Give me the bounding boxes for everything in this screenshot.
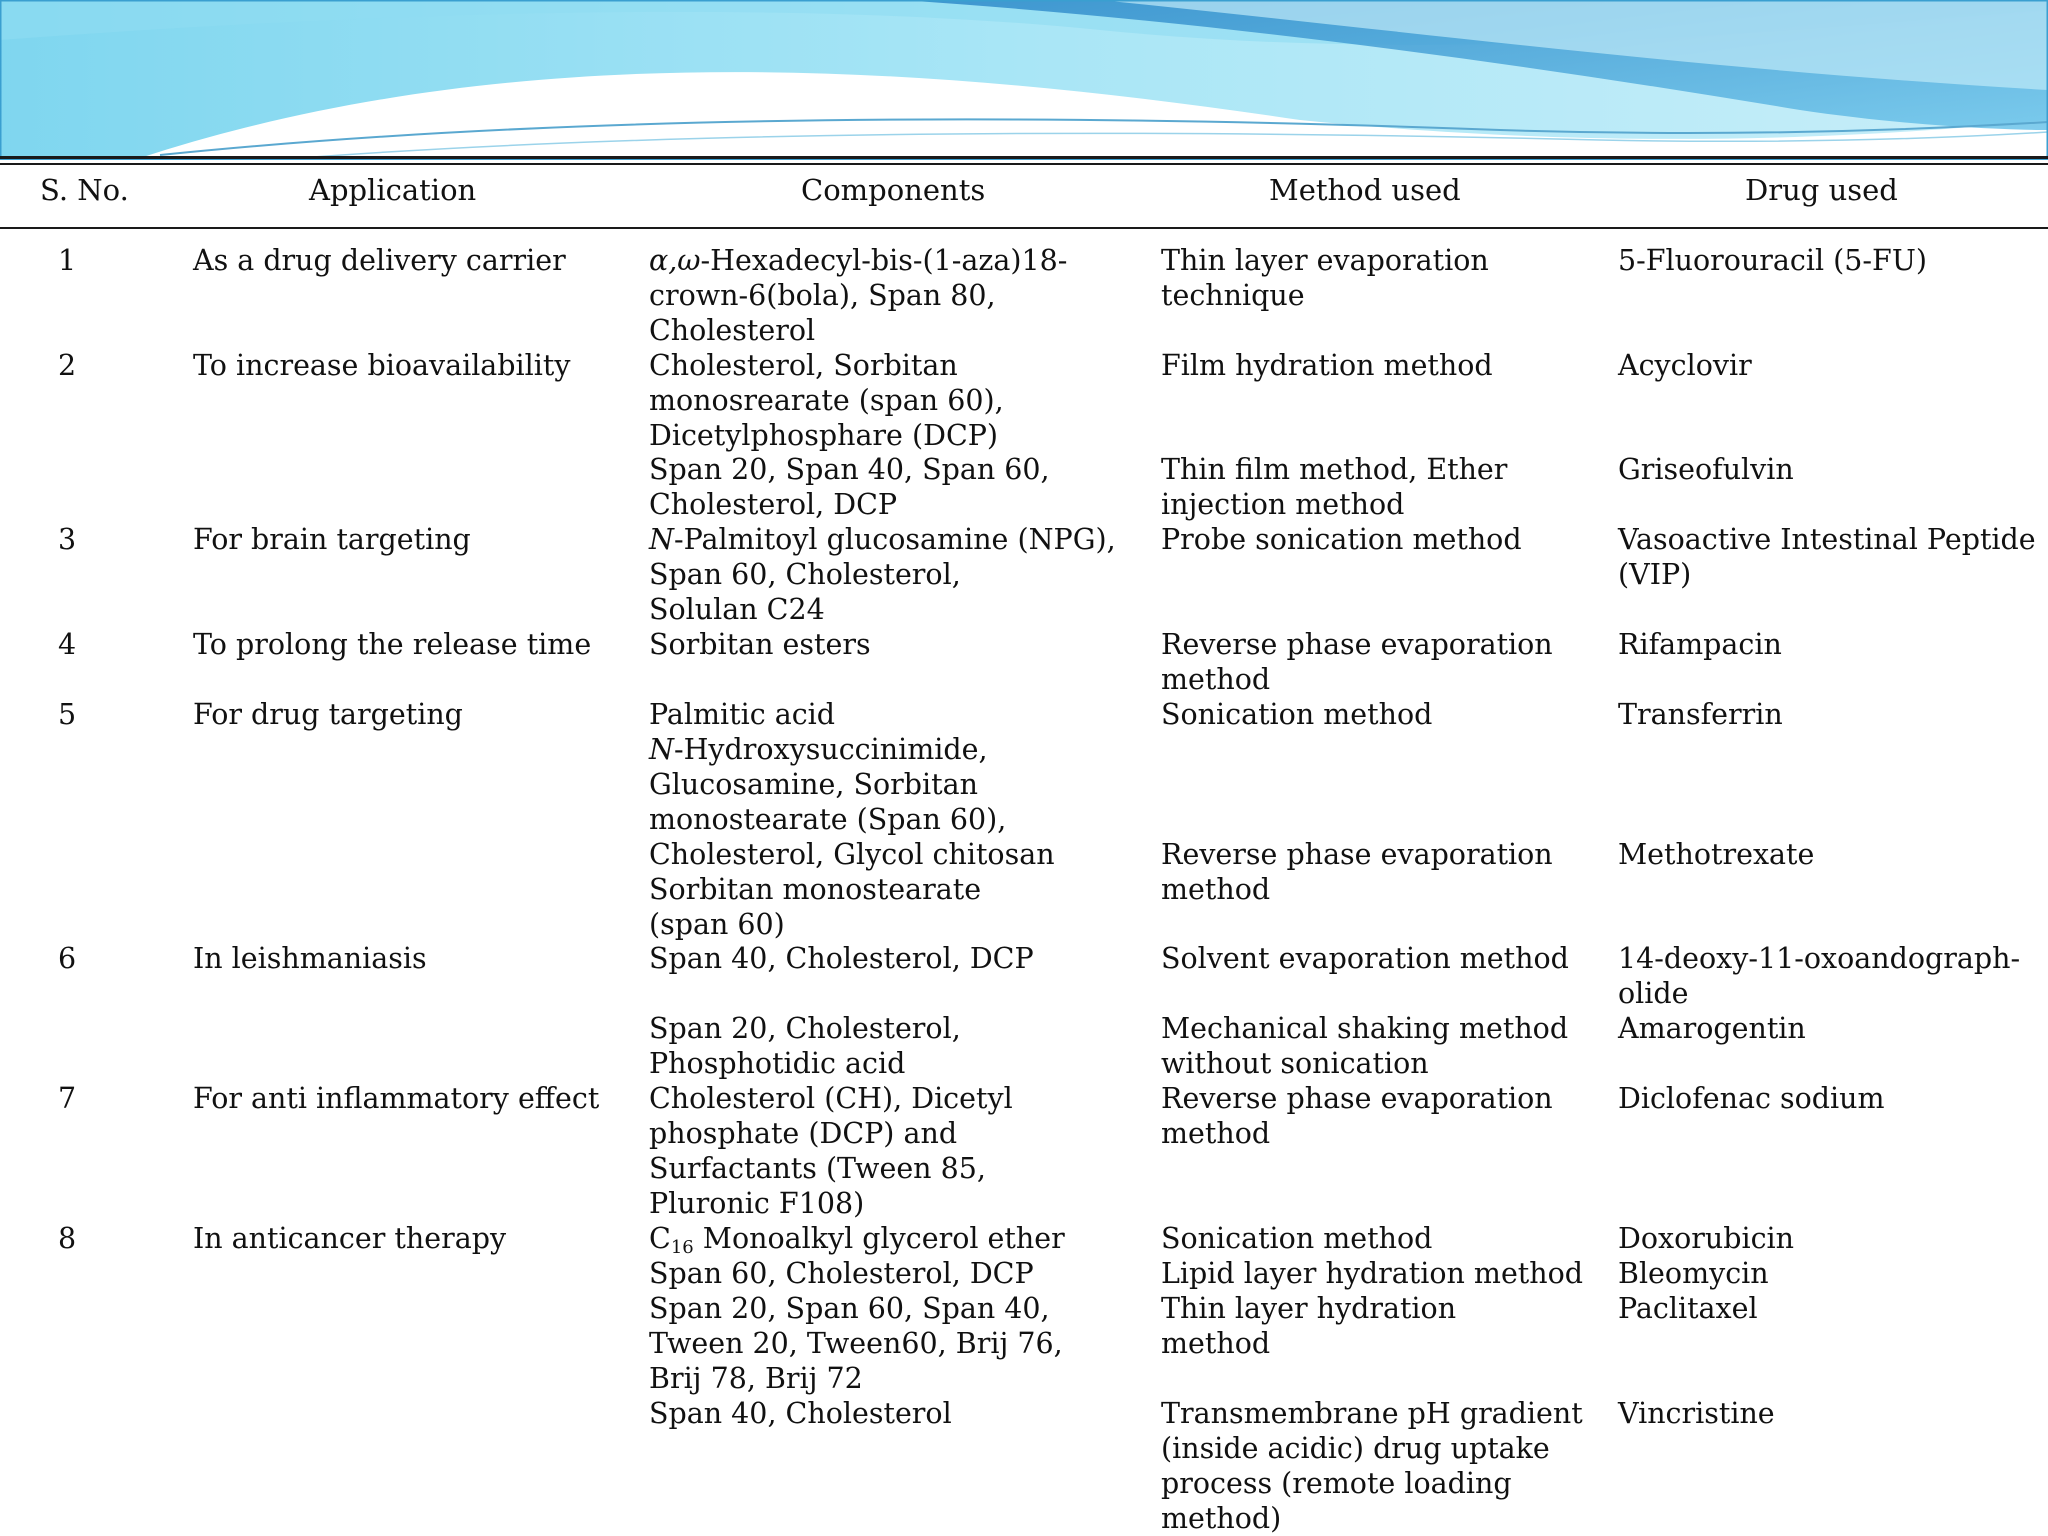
row5-application: For drug targeting	[193, 698, 463, 731]
row7-components: Cholesterol (CH), Dicetyl phosphate (DCP) and Surfactants (Tween 85, Pluronic F108)	[649, 1082, 1013, 1220]
col-header-application: Application	[309, 173, 477, 207]
row1-drug: 5-Fluorouracil (5-FU)	[1618, 244, 1927, 277]
row1-method: Thin layer evaporation technique	[1161, 244, 1489, 312]
row7-method: Reverse phase evaporation method	[1161, 1082, 1553, 1150]
row4-components: Sorbitan esters	[649, 628, 871, 661]
row8-drug-c: Paclitaxel	[1618, 1292, 1758, 1325]
col-header-components: Components	[801, 173, 986, 207]
header-bottom-rule	[0, 227, 2048, 229]
row5-sno: 5	[58, 698, 77, 731]
row8-drug-b: Bleomycin	[1618, 1257, 1769, 1290]
row1-application: As a drug delivery carrier	[193, 244, 566, 277]
row2-method-a: Film hydration method	[1161, 349, 1493, 382]
row8-components-b: Span 60, Cholesterol, DCP	[649, 1257, 1034, 1290]
row5-components-a: Palmitic acid N-Hydroxysuccinimide, Glucosamine, Sorbitan monostearate (Span 60), Cholesterol, Glycol chitosan	[649, 698, 1055, 871]
row7-application: For anti inflammatory effect	[193, 1082, 600, 1115]
row7-drug: Diclofenac sodium	[1618, 1082, 1885, 1115]
row8-method-a: Sonication method	[1161, 1222, 1433, 1255]
row1-components: α,ω-Hexadecyl-bis-(1-aza)18- crown-6(bola), Span 80, Cholesterol	[649, 244, 1068, 347]
row7-sno: 7	[58, 1082, 77, 1115]
row3-sno: 3	[58, 523, 77, 556]
row8-application: In anticancer therapy	[193, 1222, 507, 1255]
row5-drug-b: Methotrexate	[1618, 838, 1815, 871]
row8-components-a: $C_{16}$ Monoalkyl glycerol ether	[649, 1222, 1065, 1258]
row2-drug-b: Griseofulvin	[1618, 453, 1794, 486]
row6-method-b: Mechanical shaking method without sonication	[1161, 1012, 1569, 1080]
row8-method-d: Transmembrane pH gradient (inside acidic) drug uptake process (remote loading method)	[1161, 1397, 1583, 1535]
row3-method: Probe sonication method	[1161, 523, 1522, 556]
row3-drug: Vasoactive Intestinal Peptide (VIP)	[1618, 523, 2036, 591]
row6-drug-a: 14-deoxy-11-oxoandograph- olide	[1618, 942, 2021, 1010]
row2-drug-a: Acyclovir	[1618, 349, 1752, 382]
table-top-rule-inner	[0, 163, 2048, 165]
row5-components-b: Sorbitan monostearate (span 60)	[649, 873, 982, 941]
row6-components-b: Span 20, Cholesterol, Phosphotidic acid	[649, 1012, 961, 1080]
row5-drug-a: Transferrin	[1618, 698, 1783, 731]
row4-application: To prolong the release time	[193, 628, 592, 661]
row2-components-a: Cholesterol, Sorbitan monosrearate (span 60), Dicetylphosphare (DCP)	[649, 349, 1004, 452]
row5-method-a: Sonication method	[1161, 698, 1433, 731]
col-header-drug: Drug used	[1745, 173, 1898, 207]
row8-drug-d: Vincristine	[1618, 1397, 1775, 1430]
row2-components-b: Span 20, Span 40, Span 60, Cholesterol, DCP	[649, 453, 1050, 521]
col-header-sno: S. No.	[40, 173, 129, 207]
row6-components-a: Span 40, Cholesterol, DCP	[649, 942, 1034, 975]
row8-method-c: Thin layer hydration method	[1161, 1292, 1457, 1360]
table-top-rule	[0, 156, 2048, 159]
col-header-method: Method used	[1269, 173, 1461, 207]
header-wave-banner	[0, 0, 2048, 160]
row8-sno: 8	[58, 1222, 77, 1255]
row6-method-a: Solvent evaporation method	[1161, 942, 1569, 975]
row3-components: N-Palmitoyl glucosamine (NPG), Span 60, Cholesterol, Solulan C24	[649, 523, 1116, 626]
row4-drug: Rifampacin	[1618, 628, 1782, 661]
row6-drug-b: Amarogentin	[1618, 1012, 1806, 1045]
row8-components-d: Span 40, Cholesterol	[649, 1397, 952, 1430]
row2-sno: 2	[58, 349, 77, 382]
row2-application: To increase bioavailability	[193, 349, 571, 382]
row4-sno: 4	[58, 628, 77, 661]
row8-drug-a: Doxorubicin	[1618, 1222, 1795, 1255]
row4-method: Reverse phase evaporation method	[1161, 628, 1553, 696]
row6-application: In leishmaniasis	[193, 942, 427, 975]
row8-components-c: Span 20, Span 60, Span 40, Tween 20, Tween60, Brij 76, Brij 78, Brij 72	[649, 1292, 1063, 1395]
row6-sno: 6	[58, 942, 77, 975]
row2-method-b: Thin film method, Ether injection method	[1161, 453, 1508, 521]
row5-method-b: Reverse phase evaporation method	[1161, 838, 1553, 906]
row1-sno: 1	[58, 244, 77, 277]
row3-application: For brain targeting	[193, 523, 471, 556]
row8-method-b: Lipid layer hydration method	[1161, 1257, 1584, 1290]
greek-alpha-omega: α,ω	[649, 244, 701, 277]
